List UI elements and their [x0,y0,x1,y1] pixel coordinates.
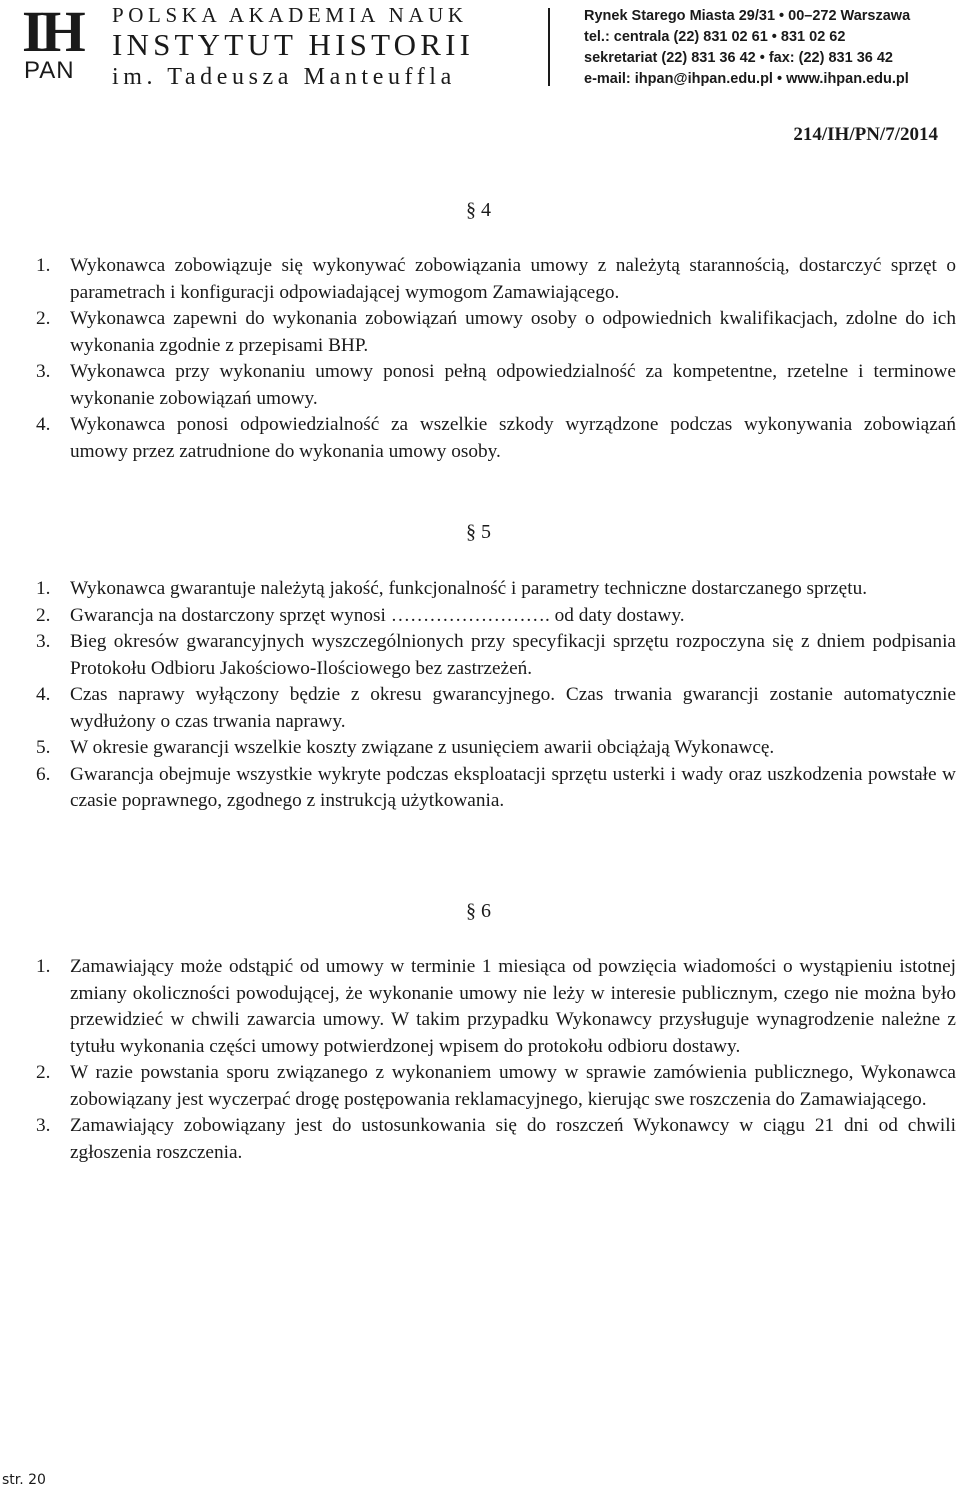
list-item [36,306,956,359]
contact-phone: tel.: centrala (22) 831 02 61 • 831 02 62 [584,29,846,45]
contact-block [584,6,910,90]
list-item [36,682,956,735]
item-number: 5. [36,737,51,758]
list-item [36,1060,956,1113]
list-item [36,954,956,1060]
item-text: Wykonawca zobowiązuje się wykonywać zobowiązania umowy z należytą starannością, dostarczyć sprzęt o parametrach i konfiguracji odpowiadającej wymogom Zamawiającego. [70,255,956,303]
item-number: 1. [36,578,51,599]
institution-name [112,2,474,92]
item-number: 4. [36,684,51,705]
institution-line-3: im. Tadeusza Manteuffla [112,64,456,90]
list-item [36,735,956,762]
section-4-mark: § 4 [466,199,491,221]
list-item [36,412,956,465]
item-number: 6. [36,763,51,785]
institution-line-1: POLSKA AKADEMIA NAUK [112,3,468,27]
item-text: Gwarancja na dostarczony sprzęt wynosi ……………………. od daty dostawy. [70,604,685,626]
institution-line-2: INSTYTUT HISTORII [112,27,475,62]
item-number: 1. [36,956,51,977]
list-item [36,603,956,630]
list-item [36,576,956,603]
section-5-mark: § 5 [466,521,491,543]
logo-pan-text: PAN [24,57,75,84]
header-divider [548,8,550,86]
item-text: W razie powstania sporu związanego z wykonaniem umowy w sprawie zamówienia publicznego, Wykonawca zobowiązany jest wyczerpać drogę postępowania reklamacyjnego, kierując swe roszczenia do Zamawiającego. [70,1062,956,1110]
list-item [36,762,956,815]
section-6-mark: § 6 [466,900,491,922]
item-text: Wykonawca ponosi odpowiedzialność za wszelkie szkody wyrządzone podczas wykonywania zobowiązań umowy przez zatrudnione do wykonania umowy osoby. [70,414,956,462]
list-item [36,253,956,306]
list-item [36,629,956,682]
institute-logo [22,0,90,86]
logo-ih-text: IH [22,0,82,64]
section-5-list [36,576,956,815]
item-text: Bieg okresów gwarancyjnych wyszczególnionych przy specyfikacji sprzętu rozpoczyna się z dniem podpisania Protokołu Odbioru Jakościowo-Ilościowego bez zastrzeżeń. [70,631,956,679]
item-text: Zamawiający zobowiązany jest do ustosunkowania się do roszczeń Wykonawcy w ciągu 21 dni od chwili zgłoszenia roszczenia. [70,1115,956,1163]
item-number: 3. [36,1115,51,1136]
letterhead [0,0,960,100]
item-number: 2. [36,1062,51,1083]
item-number: 3. [36,631,51,652]
contact-address: Rynek Starego Miasta 29/31 • 00–272 Warszawa [584,8,911,24]
item-number: 2. [36,604,51,626]
contact-email: e-mail: ihpan@ihpan.edu.pl • www.ihpan.edu.pl [584,71,909,87]
page-number: str. 20 [2,1472,46,1488]
item-number: 4. [36,414,51,435]
item-text: Wykonawca zapewni do wykonania zobowiązań umowy osoby o odpowiednich kwalifikacjach, zdolne do ich wykonania zgodnie z przepisami BHP. [70,308,956,356]
item-text: W okresie gwarancji wszelkie koszty związane z usunięciem awarii obciążają Wykonawcę. [70,737,775,758]
item-number: 1. [36,255,51,276]
item-number: 3. [36,361,51,382]
section-6-list [36,954,956,1166]
item-text: Wykonawca przy wykonaniu umowy ponosi pełną odpowiedzialność za kompetentne, rzetelne i terminowe wykonanie zobowiązań umowy. [70,361,956,409]
item-text: Czas naprawy wyłączony będzie z okresu gwarancyjnego. Czas trwania gwarancji zostanie automatycznie wydłużony o czas trwania naprawy. [70,684,956,732]
list-item [36,1113,956,1166]
document-reference: 214/IH/PN/7/2014 [793,124,938,145]
item-text: Wykonawca gwarantuje należytą jakość, funkcjonalność i parametry techniczne dostarczanego sprzętu. [70,578,868,599]
item-text: Zamawiający może odstąpić od umowy w terminie 1 miesiąca od powzięcia wiadomości o wystąpieniu istotnej zmiany okoliczności powodującej, że wykonanie umowy nie leży w interesie publicznym, czego nie można było przewidzieć w chwili zawarcia umowy. W takim przypadku Wykonawcy przysługuje wynagrodzenie należne z tytułu wykonania części umowy potwierdzonej wpisem do protokołu odbioru dostawy. [70,956,956,1057]
item-text: Gwarancja obejmuje wszystkie wykryte podczas eksploatacji sprzętu usterki i wady oraz uszkodzenia powstałe w czasie poprawnego, zgodnego z instrukcją użytkowania. [70,763,956,811]
list-item [36,359,956,412]
section-4-list [36,253,956,465]
contact-secretariat: sekretariat (22) 831 36 42 • fax: (22) 831 36 42 [584,50,893,66]
item-number: 2. [36,308,51,329]
